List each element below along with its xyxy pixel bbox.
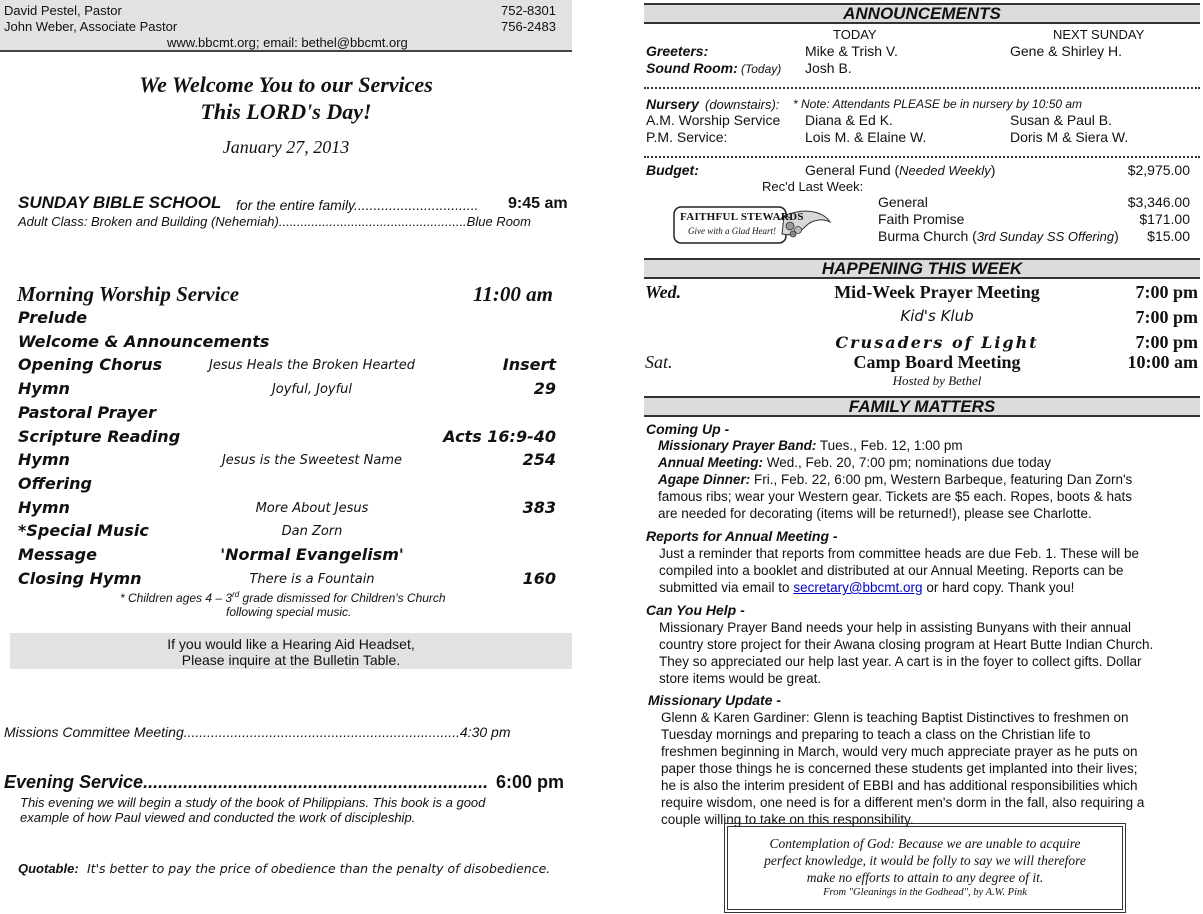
service-date: January 27, 2013 bbox=[222, 137, 350, 157]
help-title: Can You Help - bbox=[646, 602, 745, 618]
sound-room-today: Josh B. bbox=[805, 60, 852, 76]
general-fund-amount: $2,975.00 bbox=[1127, 162, 1190, 178]
quote-line-2: perfect knowledge, it would be folly to say we will therefore bbox=[764, 853, 1086, 868]
nursery-note: * Note: Attendants PLEASE be in nursery by 10:50 am bbox=[793, 97, 1083, 111]
children-note: * Children ages 4 – 3rd grade dismissed for Children's Church bbox=[120, 590, 446, 605]
order-item-name: Hymn bbox=[18, 450, 70, 469]
burma-church-label: Burma Church (3rd Sunday SS Offering) bbox=[878, 228, 1119, 244]
update-line-1: Glenn & Karen Gardiner: Glenn is teaching Baptist Distinctives to freshmen on bbox=[661, 710, 1129, 725]
midweek-time: 7:00 pm bbox=[1135, 282, 1198, 302]
received-last-week: Rec'd Last Week: bbox=[762, 179, 864, 194]
next-sunday-header: NEXT SUNDAY bbox=[1053, 27, 1145, 42]
order-item-detail: Jesus Heals the Broken Hearted bbox=[208, 358, 416, 373]
mpb-line: Missionary Prayer Band: Tues., Feb. 12, 1:00 pm bbox=[658, 438, 963, 453]
order-item-number: 383 bbox=[522, 498, 556, 517]
order-item-detail: 'Normal Evangelism' bbox=[220, 545, 404, 564]
update-title: Missionary Update - bbox=[648, 692, 782, 708]
burma-church-amount: $15.00 bbox=[1147, 228, 1190, 244]
update-line-7: couple willing to take on this responsibility. bbox=[661, 812, 914, 827]
welcome-line-2: This LORD's Day! bbox=[200, 99, 372, 124]
order-item-name: Message bbox=[18, 545, 97, 564]
help-line-2: country store project for their Awana closing program at Heart Butte Indian Church. bbox=[659, 637, 1154, 652]
order-item-name: Offering bbox=[18, 474, 92, 493]
camp-board-meeting: Camp Board Meeting bbox=[853, 352, 1021, 372]
faithful-stewards-logo bbox=[672, 204, 834, 246]
annual-meeting-line: Annual Meeting: Wed., Feb. 20, 7:00 pm; nominations due today bbox=[658, 455, 1051, 470]
divider bbox=[644, 156, 1200, 158]
assoc-pastor-phone: 756-2483 bbox=[501, 19, 556, 34]
sbs-subtitle: for the entire family................................ bbox=[236, 197, 479, 213]
order-item-detail: Joyful, Joyful bbox=[271, 382, 353, 397]
order-item-number: Acts 16:9-40 bbox=[443, 427, 556, 446]
children-note-2: following special music. bbox=[226, 605, 352, 619]
order-item-number: 29 bbox=[533, 379, 556, 398]
adult-class: Adult Class: Broken and Building (Nehemiah)....................................................Blue Room bbox=[18, 214, 531, 229]
kids-klub-time: 7:00 pm bbox=[1135, 307, 1198, 327]
order-item-number: 254 bbox=[522, 450, 556, 469]
secretary-email-link[interactable]: secretary@bbcmt.org bbox=[793, 580, 923, 595]
welcome-line-1: We Welcome You to our Services bbox=[139, 72, 433, 97]
agape-line-2: famous ribs; wear your Western gear. Tickets are $5 each. Ropes, boots & hats bbox=[658, 489, 1132, 504]
reports-title: Reports for Annual Meeting - bbox=[646, 528, 838, 544]
order-item-name: Hymn bbox=[18, 498, 70, 517]
am-service-next: Susan & Paul B. bbox=[1010, 112, 1112, 128]
order-item-name: Prelude bbox=[18, 308, 88, 327]
evening-desc-2: example of how Paul viewed and conducted the work of discipleship. bbox=[20, 810, 416, 825]
order-item-name: Pastoral Prayer bbox=[18, 403, 157, 422]
camp-board-time: 10:00 am bbox=[1127, 352, 1198, 372]
am-service-label: A.M. Worship Service bbox=[646, 112, 781, 128]
crusaders-of-light: Crusaders of Light bbox=[835, 333, 1039, 352]
quote-line-3: make no efforts to attain to any degree of it. bbox=[806, 870, 1044, 885]
coming-up-title: Coming Up - bbox=[646, 421, 730, 437]
general-fund-label: General Fund (Needed Weekly) bbox=[805, 162, 996, 178]
order-item-name: Welcome & Announcements bbox=[18, 332, 270, 351]
hosted-by: Hosted by Bethel bbox=[892, 373, 982, 388]
evening-service-time: 6:00 pm bbox=[496, 772, 565, 792]
update-line-4: paper those things he is concerned these students get implanted into their lives; bbox=[661, 761, 1138, 776]
update-line-5: he is also the interim president of EBBI and has additional responsibilities which bbox=[661, 778, 1138, 793]
agape-line-3: are needed for decorating (items will be returned!), please see Charlotte. bbox=[658, 506, 1092, 521]
update-line-3: freshmen beginning in March, would very much appreciate prayer as he puts on bbox=[661, 744, 1138, 759]
evening-service-title: Evening Service..................................................................... bbox=[4, 772, 489, 792]
general-amount: $3,346.00 bbox=[1127, 194, 1190, 210]
greeters-next: Gene & Shirley H. bbox=[1010, 43, 1123, 59]
quote-line-1: Contemplation of God: Because we are unable to acquire bbox=[769, 836, 1081, 851]
hearing-aid-line-1: If you would like a Hearing Aid Headset, bbox=[167, 636, 415, 652]
quote-source: From "Gleanings in the Godhead", by A.W. Pink bbox=[823, 887, 1027, 898]
order-item-detail: Jesus is the Sweetest Name bbox=[221, 453, 403, 468]
missions-meeting: Missions Committee Meeting.......................................................................4:30 pm bbox=[4, 724, 511, 740]
am-service-today: Diana & Ed K. bbox=[805, 112, 893, 128]
sound-room-note: (Today) bbox=[741, 62, 782, 76]
kids-klub: Kid's Klub bbox=[900, 307, 974, 325]
logo-title: FAITHFUL STEWARDS bbox=[680, 211, 804, 223]
assoc-pastor-name: John Weber, Associate Pastor bbox=[4, 19, 178, 34]
order-item-name: *Special Music bbox=[18, 521, 149, 540]
today-header: TODAY bbox=[833, 27, 877, 42]
budget-label: Budget: bbox=[646, 162, 699, 178]
nursery-sub: (downstairs): bbox=[705, 97, 780, 112]
help-line-1: Missionary Prayer Band needs your help in assisting Bunyans with their annual bbox=[659, 620, 1132, 635]
evening-desc-1: This evening we will begin a study of the book of Philippians. This book is a good bbox=[20, 795, 486, 810]
happening-header: HAPPENING THIS WEEK bbox=[644, 258, 1200, 279]
announcements-header: ANNOUNCEMENTS bbox=[644, 3, 1200, 24]
pastor-phone: 752-8301 bbox=[501, 3, 556, 18]
faith-promise-amount: $171.00 bbox=[1139, 211, 1190, 227]
faith-promise-label: Faith Promise bbox=[878, 211, 965, 227]
morning-service-title: Morning Worship Service bbox=[17, 282, 240, 306]
order-item-name: Opening Chorus bbox=[18, 355, 163, 374]
update-line-2: Tuesday mornings and preparing to teach a class on the Christian life to bbox=[661, 727, 1091, 742]
pm-service-today: Lois M. & Elaine W. bbox=[805, 129, 927, 145]
pm-service-label: P.M. Service: bbox=[646, 129, 728, 145]
crusaders-time: 7:00 pm bbox=[1135, 332, 1198, 352]
order-item-detail: There is a Fountain bbox=[249, 572, 375, 587]
website-email: www.bbcmt.org; email: bethel@bbcmt.org bbox=[167, 35, 408, 50]
sbs-time: 9:45 am bbox=[508, 195, 568, 212]
family-matters-header: FAMILY MATTERS bbox=[644, 396, 1200, 417]
help-line-3: They so appreciated our help last year. A cart is in the foyer to collect gifts. Dollar bbox=[659, 654, 1142, 669]
order-item-name: Scripture Reading bbox=[18, 427, 181, 446]
update-line-6: require wisdom, one need is for a different men's dorm in the fall, also requiring a bbox=[661, 795, 1145, 810]
order-item-detail: More About Jesus bbox=[255, 501, 369, 516]
order-item-name: Closing Hymn bbox=[18, 569, 142, 588]
order-item-name: Hymn bbox=[18, 379, 70, 398]
sat-label: Sat. bbox=[645, 352, 673, 372]
help-line-4: store items would be great. bbox=[659, 671, 822, 686]
reports-line-3: submitted via email to secretary@bbcmt.org or hard copy. Thank you! bbox=[659, 580, 1075, 595]
hearing-aid-line-2: Please inquire at the Bulletin Table. bbox=[181, 652, 401, 668]
pastor-name: David Pestel, Pastor bbox=[4, 3, 122, 18]
greeters-label: Greeters: bbox=[646, 43, 709, 59]
order-item-detail: Dan Zorn bbox=[281, 524, 343, 539]
agape-line: Agape Dinner: Fri., Feb. 22, 6:00 pm, Western Barbeque, featuring Dan Zorn's bbox=[658, 472, 1133, 487]
quotable-label: Quotable: bbox=[18, 861, 79, 876]
nursery-label: Nursery bbox=[646, 96, 699, 112]
divider bbox=[644, 87, 1200, 89]
order-item-number: Insert bbox=[502, 355, 556, 374]
sbs-title: SUNDAY BIBLE SCHOOL bbox=[18, 193, 222, 212]
morning-service-time: 11:00 am bbox=[473, 282, 553, 306]
greeters-today: Mike & Trish V. bbox=[805, 43, 898, 59]
wed-label: Wed. bbox=[645, 282, 682, 302]
quotable-text: It's better to pay the price of obedience than the penalty of disobedience. bbox=[87, 861, 551, 876]
reports-line-1: Just a reminder that reports from committee heads are due Feb. 1. These will be bbox=[659, 546, 1139, 561]
sound-room-label: Sound Room: bbox=[646, 60, 738, 76]
general-label: General bbox=[878, 194, 928, 210]
pm-service-next: Doris M & Siera W. bbox=[1010, 129, 1129, 145]
reports-line-2: compiled into a booklet and distributed at our Annual Meeting. Reports can be bbox=[659, 563, 1124, 578]
logo-tagline: Give with a Glad Heart! bbox=[688, 226, 776, 236]
midweek-prayer: Mid-Week Prayer Meeting bbox=[834, 282, 1040, 302]
order-item-number: 160 bbox=[522, 569, 556, 588]
